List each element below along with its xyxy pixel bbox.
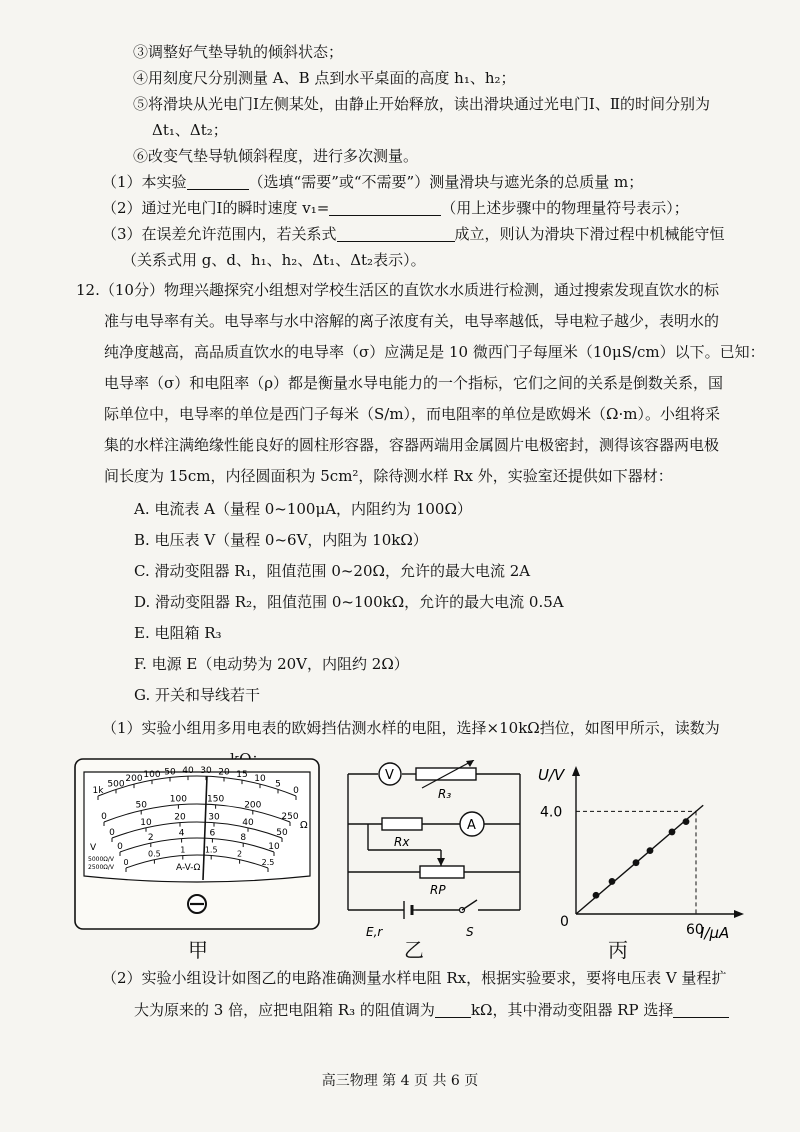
step-5-cont: Δt₁、Δt₂； [152, 121, 228, 139]
meter-spec-2: 2500Ω/V [88, 864, 114, 871]
meter-tick-label: 0.5 [148, 849, 161, 859]
answer-blank[interactable] [337, 225, 455, 242]
switch-blade [462, 900, 477, 910]
option-d: D. 滑动变阻器 R₂，阻值范围 0~100kΩ，允许的最大电流 0.5A [134, 593, 564, 611]
meter-tick-label: 40 [242, 817, 254, 828]
ammeter-label: A [467, 818, 476, 833]
circuit-figure [338, 760, 528, 940]
meter-tick-label: 50 [164, 767, 176, 778]
question-3-cont: （关系式用 g、d、h₁、h₂、Δt₁、Δt₂表示）。 [122, 251, 426, 269]
meter-tick-label: 4 [178, 828, 185, 839]
option-e: E. 电阻箱 R₃ [134, 624, 222, 642]
problem-12-line: 间长度为 15cm，内径圆面积为 5cm²，除待测水样 Rx 外，实验室还提供如下器材： [104, 467, 673, 485]
meter-tick-label: 15 [236, 770, 248, 781]
x-mark-60: 60 [686, 922, 704, 938]
caption-bing: 丙 [608, 938, 628, 962]
rheostat-slider [437, 858, 445, 866]
omega-symbol: Ω [300, 820, 308, 831]
meter-tick-label: 30 [208, 812, 220, 823]
r3-label: R₃ [438, 787, 452, 801]
page-footer: 高三物理 第 4 页 共 6 页 [321, 1073, 479, 1089]
data-point [593, 892, 600, 899]
problem-12-line: 际单位中，电导率的单位是西门子每米（S/m），而电阻率的单位是欧姆米（Ω·m）。小组将采 [104, 405, 720, 423]
option-b: B. 电压表 V（量程 0~6V，内阻为 10kΩ） [134, 531, 428, 549]
x-axis-label: I/μA [700, 924, 730, 942]
rheostat-rp [420, 866, 464, 878]
meter-tick-label: 50 [135, 800, 147, 811]
resistor-rx [382, 818, 422, 830]
question-3 [102, 224, 725, 244]
question-2 [102, 198, 689, 218]
meter-tick-label: 10 [140, 817, 152, 828]
sub-question-2-cont [134, 1000, 729, 1020]
y-axis-arrow [572, 766, 580, 776]
meter-tick-label: 250 [281, 812, 299, 822]
meter-tick-label: 6 [209, 828, 216, 839]
meter-tick-label: 8 [240, 833, 247, 844]
data-point [633, 859, 640, 866]
step-5: ⑤将滑块从光电门Ⅰ左侧某处，由静止开始释放，读出滑块通过光电门Ⅰ、Ⅱ的时间分别为 [133, 95, 711, 113]
step-4: ④用刻度尺分别测量 A、B 点到水平桌面的高度 h₁、h₂； [133, 69, 516, 87]
x-axis-arrow [734, 910, 744, 918]
answer-blank[interactable] [673, 1001, 729, 1018]
problem-12-line: 纯净度越高，高品质直饮水的电导率（σ）应满足是 10 微西门子每厘米（10μS/cm）以下。已知： [104, 343, 765, 361]
sub-question-2-text-a: 大为原来的 3 倍，应把电阻箱 R₃ 的阻值调为 [134, 1001, 435, 1019]
question-3-text-a: （3）在误差允许范围内，若关系式 [102, 225, 337, 243]
data-point [609, 878, 616, 885]
origin-label: 0 [560, 914, 569, 930]
source-label: E,r [366, 925, 383, 939]
problem-12-line: 准与电导率有关。电导率与水中溶解的离子浓度有关，电导率越低，导电粒子越少，表明水的 [104, 312, 720, 330]
answer-blank[interactable] [435, 1001, 471, 1018]
answer-blank[interactable] [329, 199, 441, 216]
question-1-text-b: （选填“需要”或“不需要”）测量滑块与遮光条的总质量 m； [248, 173, 644, 191]
meter-tick-label: 50 [276, 828, 288, 838]
meter-tick-label: 0 [293, 786, 299, 796]
sub-question-2: （2）实验小组设计如图乙的电路准确测量水样电阻 Rx，根据实验要求，要将电压表 V 量程扩 [102, 969, 727, 987]
y-axis-label: U/V [538, 766, 565, 784]
switch-label: S [466, 925, 474, 939]
multimeter-figure [74, 758, 320, 930]
meter-tick-label: 40 [182, 766, 194, 777]
meter-center-label: A-V-Ω [176, 863, 201, 873]
sub-question-1: （1）实验小组用多用电表的欧姆挡估测水样的电阻，选择×10kΩ挡位，如图甲所示，读数为 [102, 719, 720, 737]
answer-blank[interactable] [187, 173, 249, 190]
question-1-text-a: （1）本实验 [102, 173, 187, 191]
meter-tick-label: 150 [207, 794, 225, 805]
meter-tick-label: 10 [254, 774, 266, 785]
caption-yi: 乙 [404, 938, 424, 962]
sub-question-2-text-b: kΩ，其中滑动变阻器 RP 选择 [470, 1001, 674, 1019]
meter-tick-label: 0 [117, 842, 123, 852]
data-point [669, 829, 676, 836]
meter-tick-label: 20 [218, 767, 230, 778]
v-label: V [90, 843, 97, 853]
meter-spec-1: 5000Ω/V [88, 856, 114, 863]
meter-tick-label: 5 [275, 779, 281, 790]
rp-label: RP [430, 883, 446, 897]
caption-jia: 甲 [188, 938, 208, 962]
option-g: G. 开关和导线若干 [134, 686, 260, 704]
meter-tick-label: 0 [123, 858, 129, 867]
question-2-text-a: （2）通过光电门Ⅰ的瞬时速度 v₁= [102, 199, 330, 217]
ui-graph [530, 762, 750, 942]
meter-tick-label: 100 [143, 770, 161, 781]
problem-12-line: 电导率（σ）和电阻率（ρ）都是衡量水导电能力的一个指标，它们之间的关系是倒数关系，国 [104, 374, 724, 392]
option-c: C. 滑动变阻器 R₁，阻值范围 0~20Ω，允许的最大电流 2A [134, 562, 531, 580]
meter-tick-label: 10 [268, 842, 280, 852]
problem-12-intro: 12.（10分）物理兴趣探究小组想对学校生活区的直饮水水质进行检测，通过搜索发现直饮水的标 [76, 281, 719, 299]
option-a: A. 电流表 A（量程 0~100μA，内阻约为 100Ω） [134, 500, 472, 518]
question-2-text-b: （用上述步骤中的物理量符号表示）； [441, 199, 689, 217]
meter-tick-label: 2.5 [261, 858, 275, 867]
step-3: ③调整好气垫导轨的倾斜状态； [133, 43, 344, 61]
question-1 [102, 172, 643, 192]
meter-tick-label: 30 [200, 766, 212, 777]
step-6: ⑥改变气垫导轨倾斜程度，进行多次测量。 [133, 147, 419, 165]
question-3-text-b: 成立，则认为滑块下滑过程中机械能守恒 [454, 225, 725, 243]
meter-tick-label: 0 [101, 812, 107, 822]
resistance-box-r3 [416, 768, 476, 780]
meter-tick-label: 20 [174, 812, 186, 823]
voltmeter-label: V [385, 768, 394, 783]
meter-tick-label: 2 [237, 849, 243, 859]
meter-tick-label: 500 [107, 779, 125, 790]
y-mark-4: 4.0 [540, 804, 563, 821]
meter-tick-label: 100 [169, 794, 187, 805]
meter-tick-label: 1.5 [204, 845, 218, 855]
option-f: F. 电源 E（电动势为 20V，内阻约 2Ω） [134, 655, 409, 673]
meter-tick-label: 0 [109, 828, 115, 838]
meter-tick-label: 200 [125, 774, 143, 785]
meter-tick-label: 1 [180, 845, 186, 855]
problem-12-line: 集的水样注满绝缘性能良好的圆柱形容器，容器两端用金属圆片电极密封，测得该容器两电极 [104, 436, 720, 454]
meter-tick-label: 1k [92, 786, 104, 796]
meter-tick-label: 2 [147, 833, 154, 844]
data-point [683, 818, 690, 825]
rx-label: Rx [394, 835, 410, 849]
data-point [647, 847, 654, 854]
meter-tick-label: 200 [244, 800, 262, 811]
